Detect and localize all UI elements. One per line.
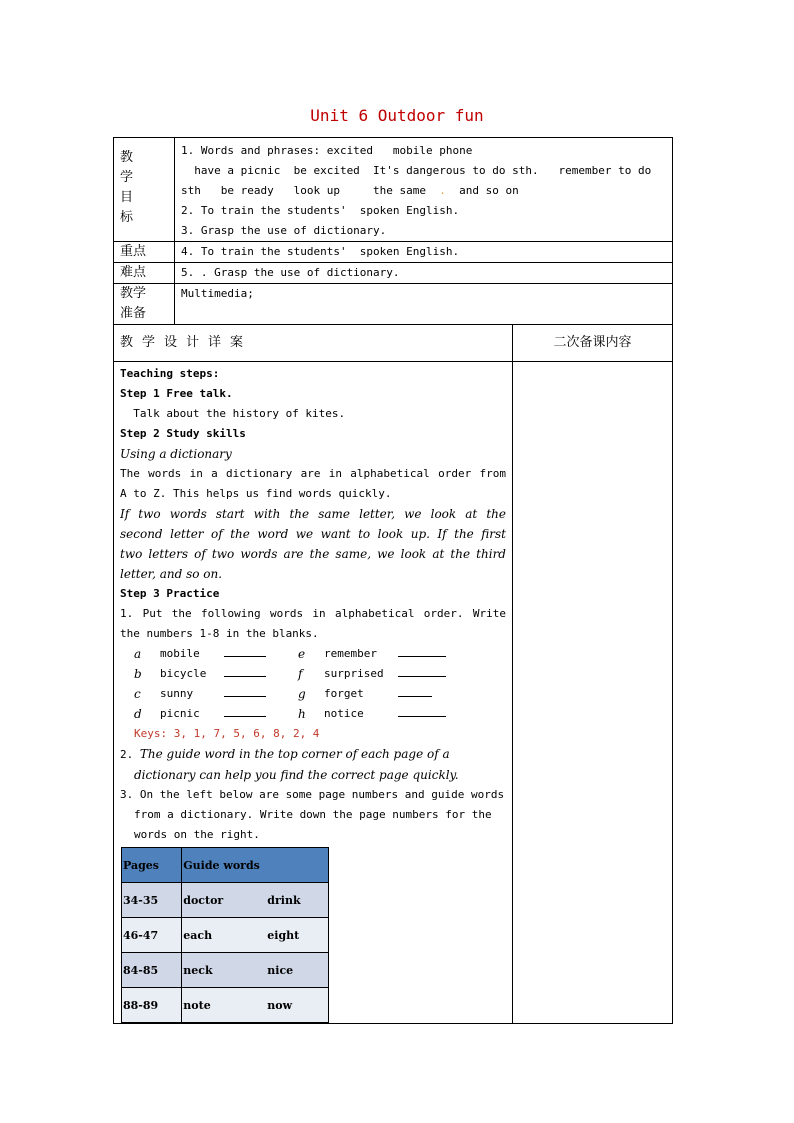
table-row <box>122 953 329 988</box>
step2-heading: Step 2 Study skills <box>120 427 246 440</box>
alpha-line: A to Z. This helps us find words quickly. <box>120 487 392 500</box>
rule-line: second letter of the word we want to look up. If the first <box>120 527 506 541</box>
key-points-text: 4. To train the students' spoken English. <box>175 242 673 263</box>
objectives-label <box>114 138 175 242</box>
table-row <box>122 918 329 953</box>
question2-number: 2. <box>120 748 134 761</box>
table-row <box>122 883 329 918</box>
question2-line: dictionary can help you find the correct page quickly. <box>134 768 459 782</box>
difficulties-row <box>114 263 673 284</box>
table-row <box>122 988 329 1023</box>
answer-blank <box>224 644 298 664</box>
question3-line: 3. On the left below are some page numbers and guide words <box>120 788 505 801</box>
question2-text: The guide word in the top corner of each page of a <box>139 747 450 761</box>
word: bicycle <box>160 667 207 680</box>
answer-keys: Keys: 3, 1, 7, 5, 6, 8, 2, 4 <box>134 727 320 740</box>
step1-text: Talk about the history of kites. <box>120 407 346 420</box>
rule-line: If two words start with the same letter, we look at the <box>120 507 506 521</box>
answer-blank <box>398 684 458 704</box>
guide-words-table <box>121 847 329 1023</box>
question3-line: words on the right. <box>134 828 260 841</box>
label-char: 标 <box>120 210 134 225</box>
guide-word-first: each <box>183 928 213 942</box>
rule-line: two letters of two words are the same, we look at the third <box>120 547 506 561</box>
word-letter: a <box>134 647 142 661</box>
word: picnic <box>160 707 200 720</box>
step1-heading: Step 1 Free talk. <box>120 387 233 400</box>
guide-word-first: doctor <box>183 893 224 907</box>
objectives-content <box>175 138 673 242</box>
step3-heading: Step 3 Practice <box>120 587 220 600</box>
label-char: 学 <box>120 170 134 185</box>
word: forget <box>324 687 364 700</box>
word-letter: h <box>298 707 306 721</box>
second-prep-content <box>513 362 673 1024</box>
steps-heading: Teaching steps: <box>120 367 220 380</box>
objective-line: have a picnic be excited It's dangerous to do sth. remember to do <box>181 164 652 177</box>
guide-word-first: note <box>183 998 211 1012</box>
guide-words-cell <box>182 918 329 953</box>
guide-table-header <box>122 848 329 883</box>
word: notice <box>324 707 364 720</box>
key-points-row <box>114 242 673 263</box>
design-header-row <box>114 325 673 362</box>
objective-line: 3. Grasp the use of dictionary. <box>181 224 387 237</box>
lesson-plan-table <box>113 137 673 1024</box>
answer-blank <box>224 684 298 704</box>
pages-cell: 46-47 <box>122 918 182 953</box>
alpha-line: The words in a dictionary are in alphabetical order from <box>120 467 506 480</box>
answer-blank <box>398 664 458 684</box>
question1-line: 1. Put the following words in alphabetical order. Write <box>120 607 506 620</box>
difficulties-text: 5. . Grasp the use of dictionary. <box>175 263 673 284</box>
difficulties-label: 难点 <box>114 263 175 284</box>
design-header: 教学设计详案 <box>114 325 513 362</box>
question1-line: the numbers 1-8 in the blanks. <box>120 627 319 640</box>
answer-blank <box>224 704 298 724</box>
guide-word-first: neck <box>183 963 213 977</box>
word-letter: e <box>298 647 306 661</box>
header-pages: Pages <box>122 848 182 883</box>
key-points-label: 重点 <box>114 242 175 263</box>
word: mobile <box>160 647 200 660</box>
rule-line: letter, and so on. <box>120 567 223 581</box>
pages-cell: 34-35 <box>122 883 182 918</box>
guide-word-last: eight <box>267 928 300 942</box>
guide-word-last: drink <box>267 893 301 907</box>
practice-word-list <box>120 644 506 724</box>
answer-blank <box>398 704 458 724</box>
label-char: 教 <box>120 150 134 165</box>
word-letter: d <box>134 707 142 721</box>
guide-words-cell <box>182 883 329 918</box>
objective-line: 2. To train the students' spoken English. <box>181 204 460 217</box>
preparation-label <box>114 284 175 325</box>
guide-words-cell <box>182 988 329 1023</box>
preparation-text: Multimedia; <box>175 284 673 325</box>
question2-line <box>120 744 506 765</box>
objectives-row <box>114 138 673 242</box>
answer-blank <box>398 644 458 664</box>
word-letter: b <box>134 667 142 681</box>
preparation-row <box>114 284 673 325</box>
label-line: 教学 <box>120 286 147 301</box>
word: remember <box>324 647 377 660</box>
design-content <box>114 362 513 1024</box>
pages-cell: 88-89 <box>122 988 182 1023</box>
word: surprised <box>324 667 384 680</box>
word: sunny <box>160 687 194 700</box>
guide-word-last: nice <box>267 963 294 977</box>
word-letter: f <box>298 667 303 681</box>
page-title: Unit 6 Outdoor fun <box>310 106 484 125</box>
word-letter: c <box>134 687 141 701</box>
design-content-row <box>114 362 673 1024</box>
guide-word-last: now <box>267 998 293 1012</box>
header-guide-words: Guide words <box>182 848 329 883</box>
objective-line: 1. Words and phrases: excited mobile phone <box>181 144 473 157</box>
pages-cell: 84-85 <box>122 953 182 988</box>
guide-words-cell <box>182 953 329 988</box>
answer-blank <box>224 664 298 684</box>
label-line: 准备 <box>120 306 147 321</box>
word-letter: g <box>298 687 306 701</box>
second-prep-header: 二次备课内容 <box>513 325 673 362</box>
question3-line: from a dictionary. Write down the page numbers for the <box>134 808 492 821</box>
objective-line: sth be ready look up the same . and so on <box>181 184 519 197</box>
using-dictionary-subheading: Using a dictionary <box>120 447 232 461</box>
label-char: 目 <box>120 190 134 205</box>
